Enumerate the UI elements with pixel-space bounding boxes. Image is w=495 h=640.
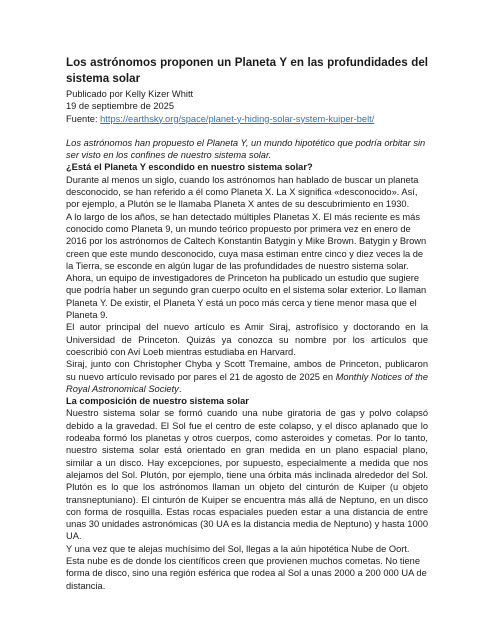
spacer	[66, 125, 428, 137]
article-byline: Publicado por Kelly Kizer Whitt	[66, 89, 194, 99]
paragraph-5-text: Siraj, junto con Christopher Chyba y Scott Tremaine, ambos de Princeton, publicaron su nuevo artículo revisado por pares el 21 de agosto de 2025 en	[66, 359, 428, 382]
paragraph-3: Ahora, un equipo de investigadores de Princeton ha publicado un estudio que sugiere que podría haber un segundo gran cuerpo oculto en el sistema solar exterior. Lo llaman Planeta Y. De existir, el Planeta Y está un poco más cerca y tiene menor masa que el Planeta 9.	[66, 273, 427, 321]
section-heading-planet-y: ¿Está el Planeta Y escondido en nuestro sistema solar?	[66, 162, 313, 173]
section-heading-composition: La composición de nuestro sistema solar	[66, 396, 249, 407]
paragraph-5	[66, 358, 428, 395]
document-page	[66, 55, 428, 592]
paragraph-1: Durante al menos un siglo, cuando los astrónomos han hablado de buscar un planeta desconocido, se han referido a él como Planeta X. La X significa «desconocido». Así, por ejemplo, a Plutón se le llamaba Planeta X antes de su descubrimiento en 1930.	[66, 174, 419, 210]
article-title: Los astrónomos proponen un Planeta Y en las profundidades del sistema solar	[66, 56, 428, 85]
journal-name: Monthly Notices of the Royal Astronomical Society	[66, 371, 428, 394]
paragraph-4: El autor principal del nuevo artículo es Amir Siraj, astrofísico y doctorando en la Universidad de Princeton. Quizás ya conozca su nombre por los artículos que coescribió con Avi Loeb mientras estudiaba en Harvard.	[66, 322, 428, 357]
paragraph-5-end: .	[178, 383, 182, 394]
article-date: 19 de septiembre de 2025	[66, 101, 175, 112]
source-link[interactable]: https://earthsky.org/space/planet-y-hiding-solar-system-kuiper-belt/	[100, 113, 375, 124]
source-label: Fuente:	[66, 113, 101, 124]
paragraph-7: Y una vez que te alejas muchísimo del Sol, llegas a la aún hipotética Nube de Oort. Esta nube es de donde los científicos creen que provienen muchos cometas. No tiene forma de disco, sino una región esférica que rodea al Sol a unas 2000 a 200 000 UA de distancia.	[66, 543, 427, 591]
paragraph-2: A lo largo de los años, se han detectado múltiples Planetas X. El más reciente es más conocido como Planeta 9, un mundo teórico propuesto por primera vez en enero de 2016 por los astrónomos de Caltech Konstantin Batygin y Mike Brown. Batygin y Brown creen que este mundo desconocido, cuya masa estiman entre cinco y diez veces la de la Tierra, se esconde en algún lugar de las profundidades de nuestro sistema solar.	[66, 211, 427, 271]
article-source	[66, 113, 428, 125]
paragraph-6: Nuestro sistema solar se formó cuando una nube giratoria de gas y polvo colapsó debido a la gravedad. El Sol fue el centro de este colapso, y el disco aplanado que lo rodeaba formó los planetas y otros cuerpos, como asteroides y cometas. Por lo tanto, nuestro sistema solar está orientado en gran medida en un plano espacial plano, similar a un disco. Hay excepciones, por supuesto, especialmente a medida que nos alejamos del Sol. Plutón, por ejemplo, tiene una órbita más inclinada alrededor del Sol. Plutón es lo que los astrónomos llaman un objeto del cinturón de Kuiper (u objeto transneptuniano). El cinturón de Kuiper se encuentra más allá de Neptuno, en un disco con forma de rosquilla. Estas rocas espaciales pueden estar a una distancia de entre unas 30 unidades astronómicas (30 UA es la distancia media de Neptuno) y hasta 1000 UA.	[66, 408, 428, 542]
article-lead: Los astrónomos han propuesto el Planeta Y, un mundo hipotético que podría orbitar sin ser visto en los confines de nuestro sistema solar.	[66, 137, 426, 161]
